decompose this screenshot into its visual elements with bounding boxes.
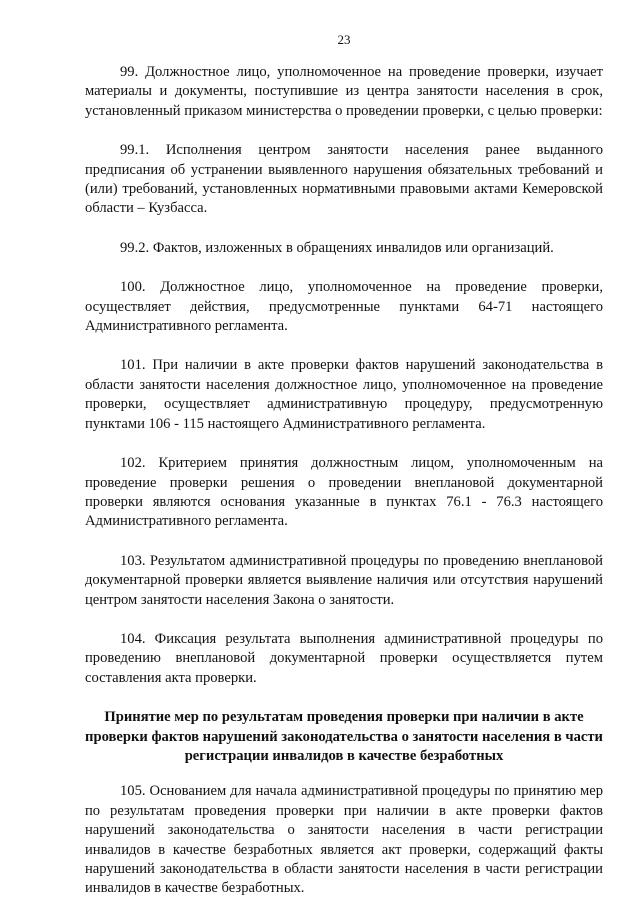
page-number: 23 xyxy=(337,32,351,47)
document-page xyxy=(85,32,603,919)
section-heading: Принятие мер по результатам проведения проверки при наличии в акте проверки фактов нарушений законодательства о занятости населения в части регистрации инвалидов в качестве безработных xyxy=(85,709,603,764)
paragraph-102: 102. Критерием принятия должностным лицом, уполномоченным на проведение проверки решения о проведении внеплановой документарной проверки являются основания указанные в пунктах 76.1 - 76.3 настоящего Административного регламента. xyxy=(85,455,603,530)
paragraph-99: 99. Должностное лицо, уполномоченное на проведение проверки, изучает материалы и документы, поступившие из центра занятости населения в срок, установленный приказом министерства о проведении проверки, с целью проверки: xyxy=(85,64,603,119)
paragraph-104: 104. Фиксация результата выполнения административной процедуры по проведению внеплановой документарной проверки осуществляется путем составления акта проверки. xyxy=(85,630,603,686)
paragraph-99-2: 99.2. Фактов, изложенных в обращениях инвалидов или организаций. xyxy=(120,239,554,256)
paragraph-100: 100. Должностное лицо, уполномоченное на проведение проверки, осуществляет действия, предусмотренные пунктами 64-71 настоящего Административного регламента. xyxy=(85,279,603,335)
paragraph-105: 105. Основанием для начала административной процедуры по принятию мер по результатам проведения проверки при наличии в акте проверки фактов нарушений законодательства о занятости населения в части регистрации инвалидов в качестве безработных является акт проверки, содержащий факты нарушений законодательства в области занятости населения в части регистрации инвалидов в качестве безработных. xyxy=(85,783,603,897)
paragraph-99-1: 99.1. Исполнения центром занятости населения ранее выданного предписания об устранении выявленного нарушения обязательных требований и (или) требований, установленных нормативными правовыми актами Кемеровской области – Кузбасса. xyxy=(85,142,603,217)
paragraph-103: 103. Результатом административной процедуры по проведению внеплановой документарной проверки является выявление наличия или отсутствия нарушений центром занятости населения Закона о занятости. xyxy=(85,552,603,608)
paragraph-101: 101. При наличии в акте проверки фактов нарушений законодательства в области занятости населения должностное лицо, уполномоченное на проведение проверки, осуществляет административную процедуру, предусмотренную пунктами 106 - 115 настоящего Административного регламента. xyxy=(85,357,603,432)
